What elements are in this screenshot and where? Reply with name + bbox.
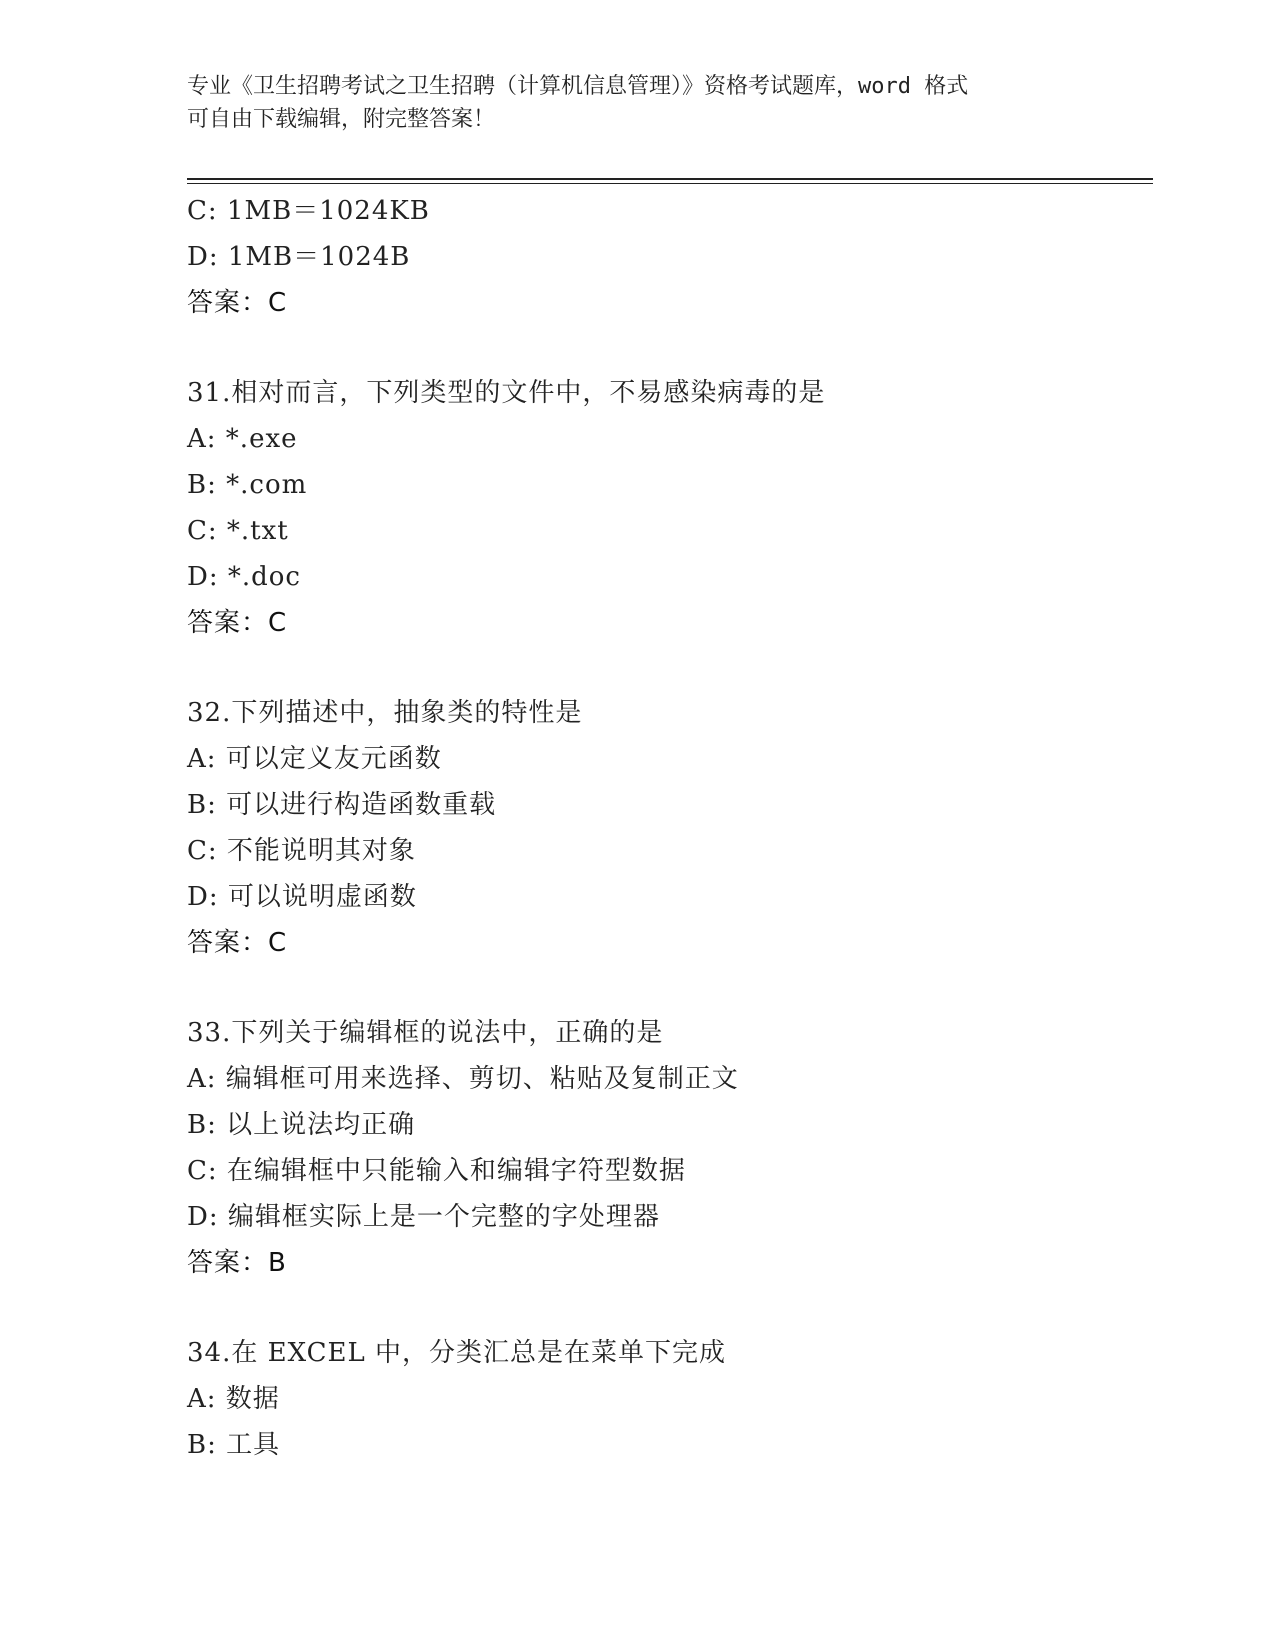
spacer [187, 646, 1153, 690]
answer-line: 答案：B [187, 1248, 287, 1278]
option-a: A: *.exe [187, 424, 298, 454]
option-b: B: *.com [187, 470, 308, 500]
option-d: D: *.doc [187, 562, 301, 592]
header-line-2: 可自由下载编辑，附完整答案！ [187, 107, 496, 132]
header-divider-thick [187, 178, 1153, 180]
question-stem: 34.在 EXCEL 中，分类汇总是在菜单下完成 [187, 1338, 727, 1368]
question-stem: 33.下列关于编辑框的说法中，正确的是 [187, 1018, 664, 1048]
option-a: A: 可以定义友元函数 [187, 744, 442, 774]
option-a: A: 数据 [187, 1384, 280, 1414]
answer-line: 答案：C [187, 288, 288, 318]
option-d: D: 1MB＝1024B [187, 242, 411, 272]
spacer [187, 966, 1153, 1010]
header-divider-thin [187, 183, 1153, 184]
spacer [187, 1286, 1153, 1330]
option-c: C: 不能说明其对象 [187, 836, 416, 866]
option-b: B: 可以进行构造函数重载 [187, 790, 497, 820]
option-d: D: 可以说明虚函数 [187, 882, 417, 912]
question-list [187, 188, 1153, 1468]
header-line-1: 专业《卫生招聘考试之卫生招聘（计算机信息管理）》资格考试题库，word 格式 [187, 74, 969, 99]
option-a: A: 编辑框可用来选择、剪切、粘贴及复制正文 [187, 1064, 739, 1094]
question-block-partial [187, 188, 1153, 326]
document-header [187, 70, 1087, 136]
option-d: D: 编辑框实际上是一个完整的字处理器 [187, 1202, 660, 1232]
spacer [187, 326, 1153, 370]
question-stem: 31.相对而言，下列类型的文件中，不易感染病毒的是 [187, 378, 826, 408]
question-stem: 32.下列描述中，抽象类的特性是 [187, 698, 583, 728]
question-block-33 [187, 1010, 1153, 1286]
question-block-34 [187, 1330, 1153, 1468]
question-block-32 [187, 690, 1153, 966]
option-b: B: 工具 [187, 1430, 281, 1460]
option-c: C: *.txt [187, 516, 289, 546]
answer-line: 答案：C [187, 608, 288, 638]
option-c: C: 在编辑框中只能输入和编辑字符型数据 [187, 1156, 686, 1186]
option-c: C: 1MB＝1024KB [187, 196, 430, 226]
question-block-31 [187, 370, 1153, 646]
answer-line: 答案：C [187, 928, 288, 958]
option-b: B: 以上说法均正确 [187, 1110, 416, 1140]
